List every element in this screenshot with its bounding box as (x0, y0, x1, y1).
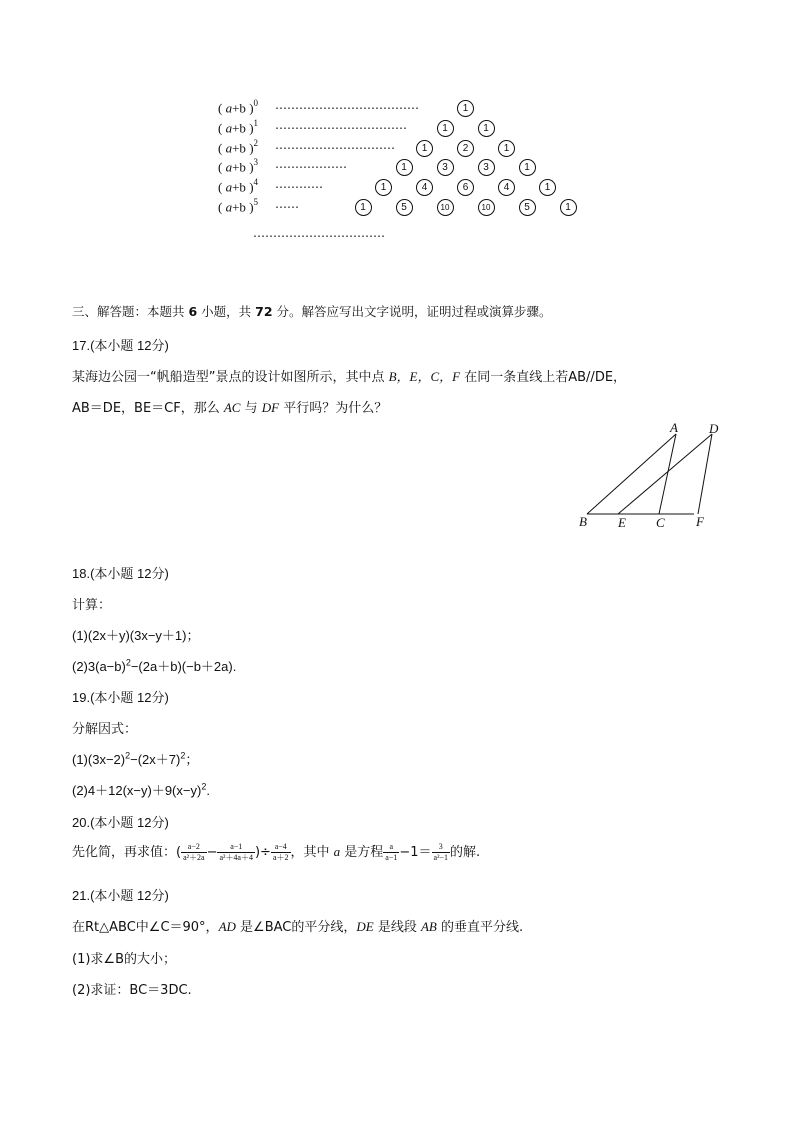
leader-dots: ……………… (275, 157, 347, 172)
section-3-heading: 三、解答题：本题共 6 小题，共 72 分。解答应写出文字说明，证明过程或演算步骤。 (72, 304, 552, 319)
q20-expression: 先化简，再求值：( $\frac{a-2}{\text{a²＋2a}}$ − $\frac{a-1}{\text{a²＋4a＋4}}$ )÷ $\frac{a-4}{a+2}$ ，其中 a 是方程 $\frac{a}{a-1}$ −1＝ $\frac{3}{\text{a²−1}}$ 的解. (72, 842, 481, 862)
q18-part1: (1)(2x＋y)(3x−y＋1)； (72, 628, 200, 643)
q21-part2: (2)求证：BC＝3DC. (72, 983, 192, 998)
binomial-coefficient: 10 (437, 199, 454, 216)
label-e: E (618, 515, 626, 530)
q19-header: 19.(本小题 12分) (72, 690, 169, 705)
binomial-coefficient: 1 (375, 179, 392, 196)
binomial-coefficient: 1 (539, 179, 556, 196)
label-c: C (656, 515, 665, 530)
segment-df (698, 434, 712, 514)
fraction-1: $\frac{a-2}{\text{a²＋2a}}$ (183, 842, 205, 862)
triangle-row (0, 158, 794, 178)
binomial-label: ( a+b )$^5$ (218, 197, 259, 215)
binomial-coefficient: 5 (519, 199, 536, 216)
leader-dots: …………………………… (275, 117, 407, 132)
triangle-row (0, 178, 794, 198)
fraction-4: $\frac{a}{a-1}$ (385, 842, 398, 862)
binomial-coefficient: 1 (396, 159, 413, 176)
binomial-label: ( a+b )$^3$ (218, 157, 259, 175)
q20-header: 20.(本小题 12分) (72, 815, 169, 830)
q21-line1: 在Rt△ABC中∠C＝90°，AD 是∠BAC的平分线，DE 是线段 AB 的垂直平分线. (72, 919, 524, 935)
binomial-label: ( a+b )$^2$ (218, 137, 259, 155)
q21-header: 21.(本小题 12分) (72, 888, 169, 903)
binomial-coefficient: 5 (396, 199, 413, 216)
q21-part1: (1)求∠B的大小； (72, 952, 176, 967)
label-a: A (670, 420, 678, 435)
q19-part1: $(1)(3x-2)^2-(2x+7)^2$； (72, 750, 199, 767)
binomial-coefficient: 2 (457, 140, 474, 157)
binomial-label: ( a+b )$^0$ (218, 98, 259, 116)
binomial-coefficient: 4 (416, 179, 433, 196)
q18-part2: $(2)3(a-b)^2-(2a+b)(-b+2a)$. (72, 657, 237, 674)
label-f: F (696, 514, 704, 529)
leader-dots: ……………………………… (275, 98, 419, 112)
triangle-row (0, 99, 794, 119)
q17-line1: 某海边公园一“帆船造型”景点的设计如图所示，其中点 B，E，C，F 在同一条直线上若AB//DE， (72, 369, 627, 385)
binomial-coefficient: 6 (457, 179, 474, 196)
binomial-coefficient: 1 (519, 159, 536, 176)
binomial-coefficient: 3 (478, 159, 495, 176)
binomial-coefficient: 1 (355, 199, 372, 216)
q18-header: 18.(本小题 12分) (72, 566, 169, 581)
q17-line2: AB＝DE，BE＝CF，那么 AC 与 DF 平行吗？为什么？ (72, 400, 388, 416)
binomial-coefficient: 1 (416, 140, 433, 157)
triangle-row (0, 119, 794, 139)
binomial-coefficient: 3 (437, 159, 454, 176)
binomial-coefficient: 4 (498, 179, 515, 196)
binomial-coefficient: 1 (457, 100, 474, 117)
q18-instruction: 计算： (72, 598, 112, 613)
q19-instruction: 分解因式： (72, 722, 138, 737)
leader-dots: ………… (275, 177, 323, 192)
leader-dots: …… (275, 197, 299, 211)
binomial-coefficient: 10 (478, 199, 495, 216)
leader-dots: ………………………… (275, 137, 395, 152)
trailing-dots: …………………………… (253, 226, 385, 240)
binomial-coefficient: 1 (560, 199, 577, 216)
q17-header: 17.(本小题 12分) (72, 338, 169, 353)
binomial-label: ( a+b )$^1$ (218, 117, 259, 136)
label-b: B (579, 514, 587, 529)
fraction-2: $\frac{a-1}{\text{a²＋4a＋4}}$ (219, 842, 253, 862)
binomial-coefficient: 1 (478, 120, 495, 137)
segment-ac (659, 434, 676, 514)
binomial-coefficient: 1 (437, 120, 454, 137)
triangle-row (0, 198, 794, 218)
binomial-label: ( a+b )$^4$ (218, 177, 259, 195)
binomial-coefficient: 1 (498, 140, 515, 157)
fraction-5: $\frac{3}{\text{a²−1}}$ (433, 842, 448, 862)
fraction-3: $\frac{a-4}{a+2}$ (272, 842, 289, 862)
triangle-row (0, 139, 794, 159)
sailboat-figure (570, 418, 730, 533)
q19-part2: $(2)4+12(x-y)+9(x-y)^2$. (72, 781, 210, 798)
label-d: D (709, 421, 719, 436)
